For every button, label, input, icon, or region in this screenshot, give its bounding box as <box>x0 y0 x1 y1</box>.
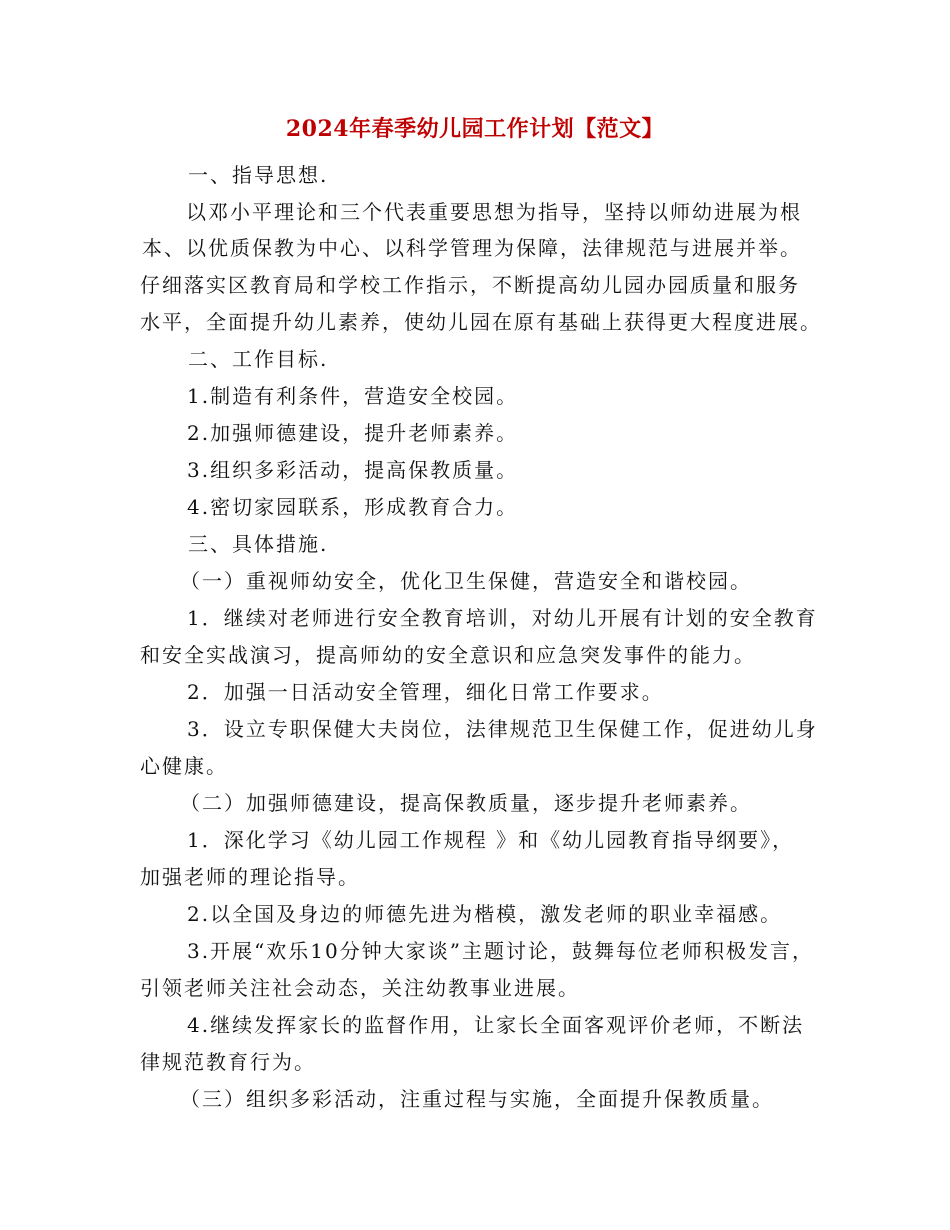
paragraph-line: 仔细落实区教育局和学校工作指示，不断提高幼儿园办园质量和服务 <box>140 273 800 297</box>
paragraph-line: 3．设立专职保健大夫岗位，法律规范卫生保健工作，促进幼儿身 <box>187 717 818 741</box>
paragraph-line: 1．继续对老师进行安全教育培训，对幼儿开展有计划的安全教育 <box>187 606 818 630</box>
paragraph-line: 和安全实战演习，提高师幼的安全意识和应急突发事件的能力。 <box>140 643 756 667</box>
section-heading-guiding-ideology: 一、指导思想. <box>188 163 329 187</box>
list-item: 2.加强师德建设，提升老师素养。 <box>187 421 519 445</box>
section-heading-work-goals: 二、工作目标. <box>188 347 329 371</box>
list-item: 4.密切家园联系，形成教育合力。 <box>187 495 519 519</box>
paragraph-line: 心健康。 <box>140 754 228 778</box>
paragraph-line: 2.以全国及身边的师德先进为楷模，激发老师的职业幸福感。 <box>187 902 783 926</box>
paragraph-line: 3.开展“欢乐10分钟大家谈”主题讨论，鼓舞每位老师积极发言， <box>187 939 814 963</box>
paragraph-line: 2．加强一日活动安全管理，细化日常工作要求。 <box>187 680 664 704</box>
paragraph-line: 水平，全面提升幼儿素养，使幼儿园在原有基础上获得更大程度进展。 <box>140 310 822 334</box>
paragraph-line: 加强老师的理论指导。 <box>140 865 360 889</box>
list-item: 3.组织多彩活动，提高保教质量。 <box>187 458 519 482</box>
section-heading-specific-measures: 三、具体措施. <box>188 532 329 556</box>
paragraph-line: 律规范教育行为。 <box>140 1050 316 1074</box>
list-item: 1.制造有利条件，营造安全校园。 <box>187 384 519 408</box>
paragraph-line: 本、以优质保教为中心、以科学管理为保障，法律规范与进展并举。 <box>142 236 802 260</box>
document-title: 2024年春季幼儿园工作计划【范文】 <box>285 116 665 142</box>
paragraph-line: 1．深化学习《幼儿园工作规程 》和《幼儿园教育指导纲要》， <box>187 828 795 852</box>
subsection-heading: （一）重视师幼安全，优化卫生保健，营造安全和谐校园。 <box>180 569 752 593</box>
subsection-heading: （二）加强师德建设，提高保教质量，逐步提升老师素养。 <box>180 791 752 815</box>
paragraph-line: 以邓小平理论和三个代表重要思想为指导，坚持以师幼进展为根 <box>186 200 802 224</box>
subsection-heading: （三）组织多彩活动，注重过程与实施，全面提升保教质量。 <box>180 1087 774 1111</box>
paragraph-line: 4.继续发挥家长的监督作用，让家长全面客观评价老师，不断法 <box>187 1013 805 1037</box>
paragraph-line: 引领老师关注社会动态，关注幼教事业进展。 <box>140 976 580 1000</box>
